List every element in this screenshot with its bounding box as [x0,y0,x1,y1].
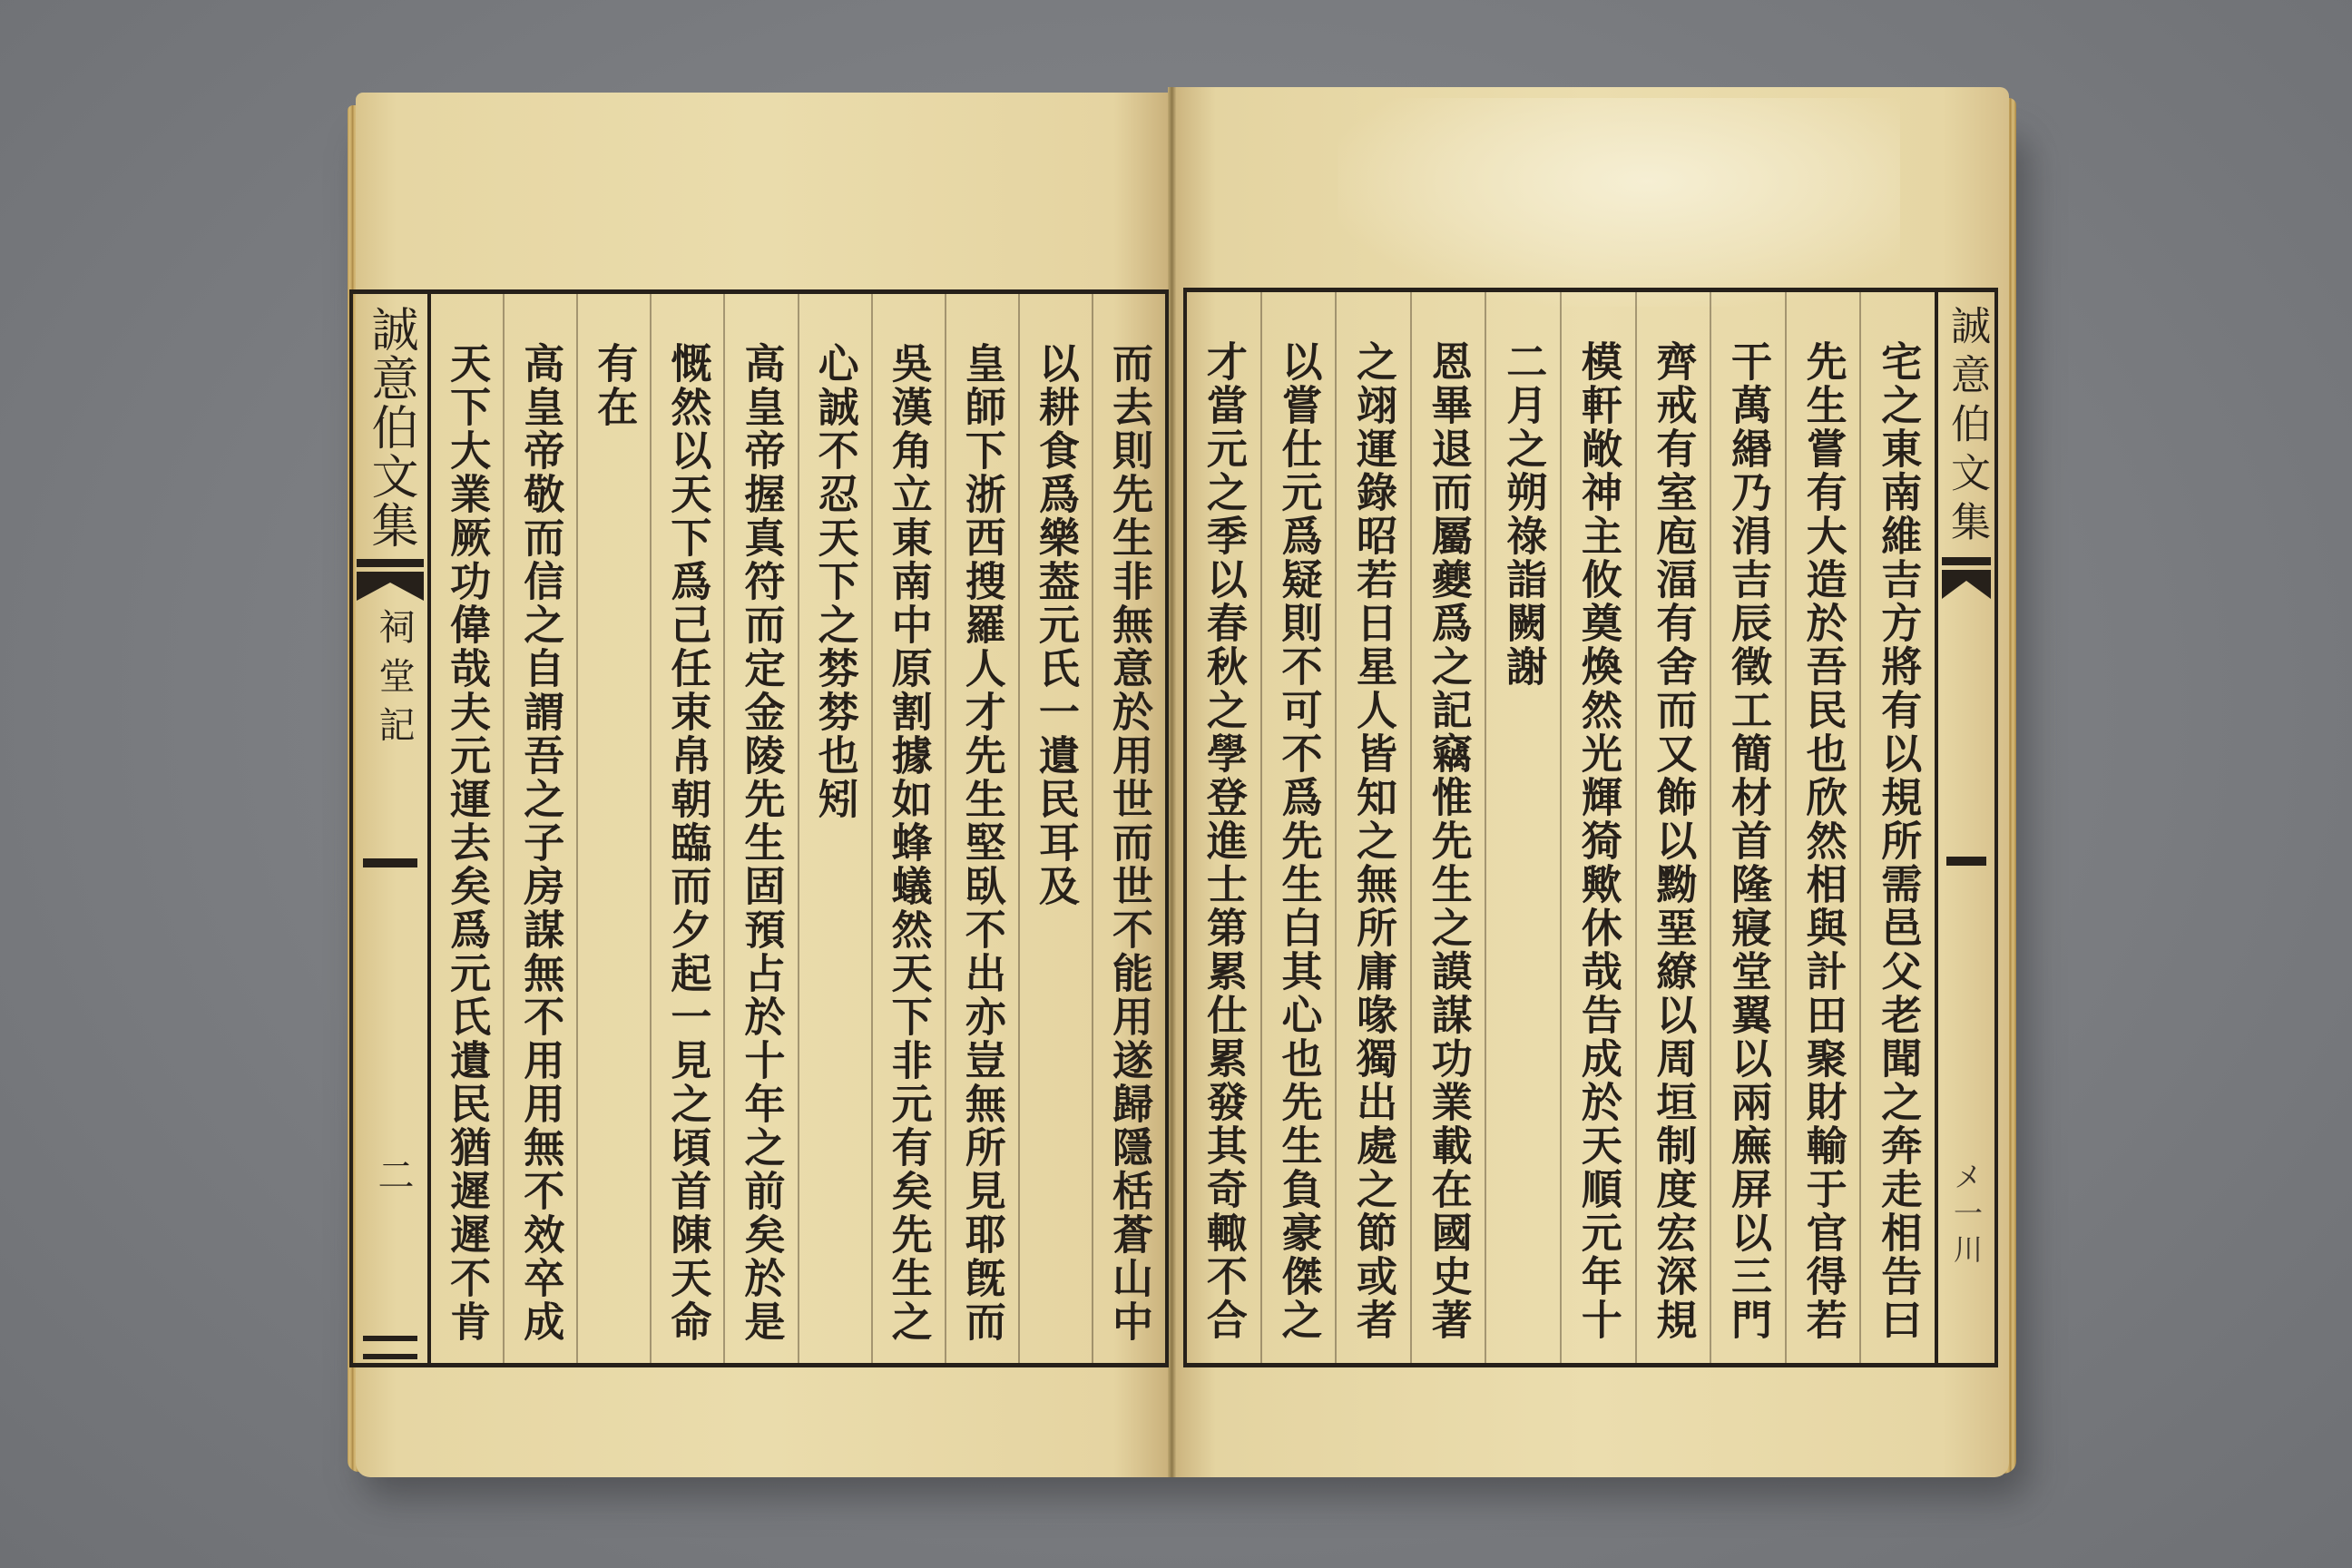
text-column [503,294,576,1363]
text-column [945,294,1018,1363]
text-column [1335,292,1410,1363]
text-column [1260,292,1336,1363]
margin-block-mark [1946,857,1987,866]
text-column [1187,292,1260,1363]
text-column [1410,292,1485,1363]
column-text: 以嘗仕元爲疑則不可不爲先生白其心也先生負豪傑之 [1274,340,1323,1342]
column-text: 才當元之季以春秋之學登進士第累仕累發其奇輙不合 [1199,340,1248,1342]
column-text: 高皇帝握真符而定金陵先生固預占於十年之前矣於是 [737,342,786,1344]
text-column [1018,294,1092,1363]
margin-handwritten-mark: メ一川 [1949,1161,1984,1270]
text-column [1485,292,1560,1363]
text-column [1710,292,1785,1363]
right-page-border-frame [1183,288,1998,1367]
column-text: 二月之朔祿詣闕謝 [1499,340,1548,689]
text-column [1092,294,1165,1363]
column-text: 高皇帝敬而信之自謂吾之子房謀無不用用無不效卒成 [516,342,565,1344]
right-page-text-area [1187,292,1935,1363]
column-text: 心誠不忍天下之棼棼也矧 [810,342,859,821]
text-column [1560,292,1635,1363]
text-column [871,294,945,1363]
text-column [1785,292,1860,1363]
text-column [1859,292,1935,1363]
column-text: 之翊運錄昭若日星人皆知之無所庸喙獨出處之節或者 [1349,340,1398,1342]
margin-book-title: 誠意伯文集 [1944,305,1990,550]
text-column [650,294,723,1363]
margin-section-title: 祠堂記 [373,608,415,755]
column-text: 以耕食爲樂葢元氏一遺民耳及 [1031,342,1080,908]
margin-bottom-line [363,1336,416,1341]
text-column [576,294,650,1363]
column-text: 齊戒有室庖湢有舍而又飾以黝堊繚以周垣制度宏深規 [1649,340,1698,1342]
column-text: 吳漢角立東南中原割據如蜂蟻然天下非元有矣先生之 [884,342,933,1344]
margin-bottom-line [363,1354,416,1359]
right-page-center-margin [1935,292,1994,1363]
paper-stain [1338,98,1900,307]
column-text: 有在 [590,342,639,429]
text-column [431,294,503,1363]
column-text: 而去則先生非無意於用世而世不能用遂歸隱栝蒼山中 [1104,342,1153,1344]
column-text: 宅之東南維吉方將有以規所需邑父老聞之奔走相告曰 [1874,340,1923,1342]
column-text: 皇師下浙西搜羅人才先生堅臥不出亦豈無所見耶旣而 [957,342,1006,1344]
fish-tail-ornament-icon [1942,557,1991,601]
column-text: 恩畢退而屬夔爲之記竊惟先生之謨謀功業載在國史著 [1424,340,1473,1342]
left-page-border-frame [349,289,1169,1367]
left-page-text-area [431,294,1165,1363]
column-text: 先生嘗有大造於吾民也欣然相與計田聚財輸于官得若 [1798,340,1847,1342]
text-column [723,294,797,1363]
margin-block-mark [363,858,416,867]
column-text: 天下大業厥功偉哉夫元運去矣爲元氏遺民猶遲遲不肯 [443,342,492,1344]
fish-tail-ornament-icon [357,559,424,603]
margin-page-number: 二 [372,1156,414,1192]
column-text: 模軒敞神主攸奠煥然光輝猗歟休哉告成於天順元年十 [1573,340,1622,1342]
text-column [798,294,871,1363]
column-text: 干萬緡乃涓吉辰徵工簡材首隆寢堂翼以兩廡屏以三門 [1724,340,1773,1342]
left-page-center-margin [353,294,431,1363]
column-text: 慨然以天下爲己任束帛朝臨而夕起一見之頃首陳天命 [663,342,712,1344]
text-column [1635,292,1710,1363]
book-gutter [1168,87,1176,1477]
margin-book-title: 誠意伯文集 [363,305,417,550]
